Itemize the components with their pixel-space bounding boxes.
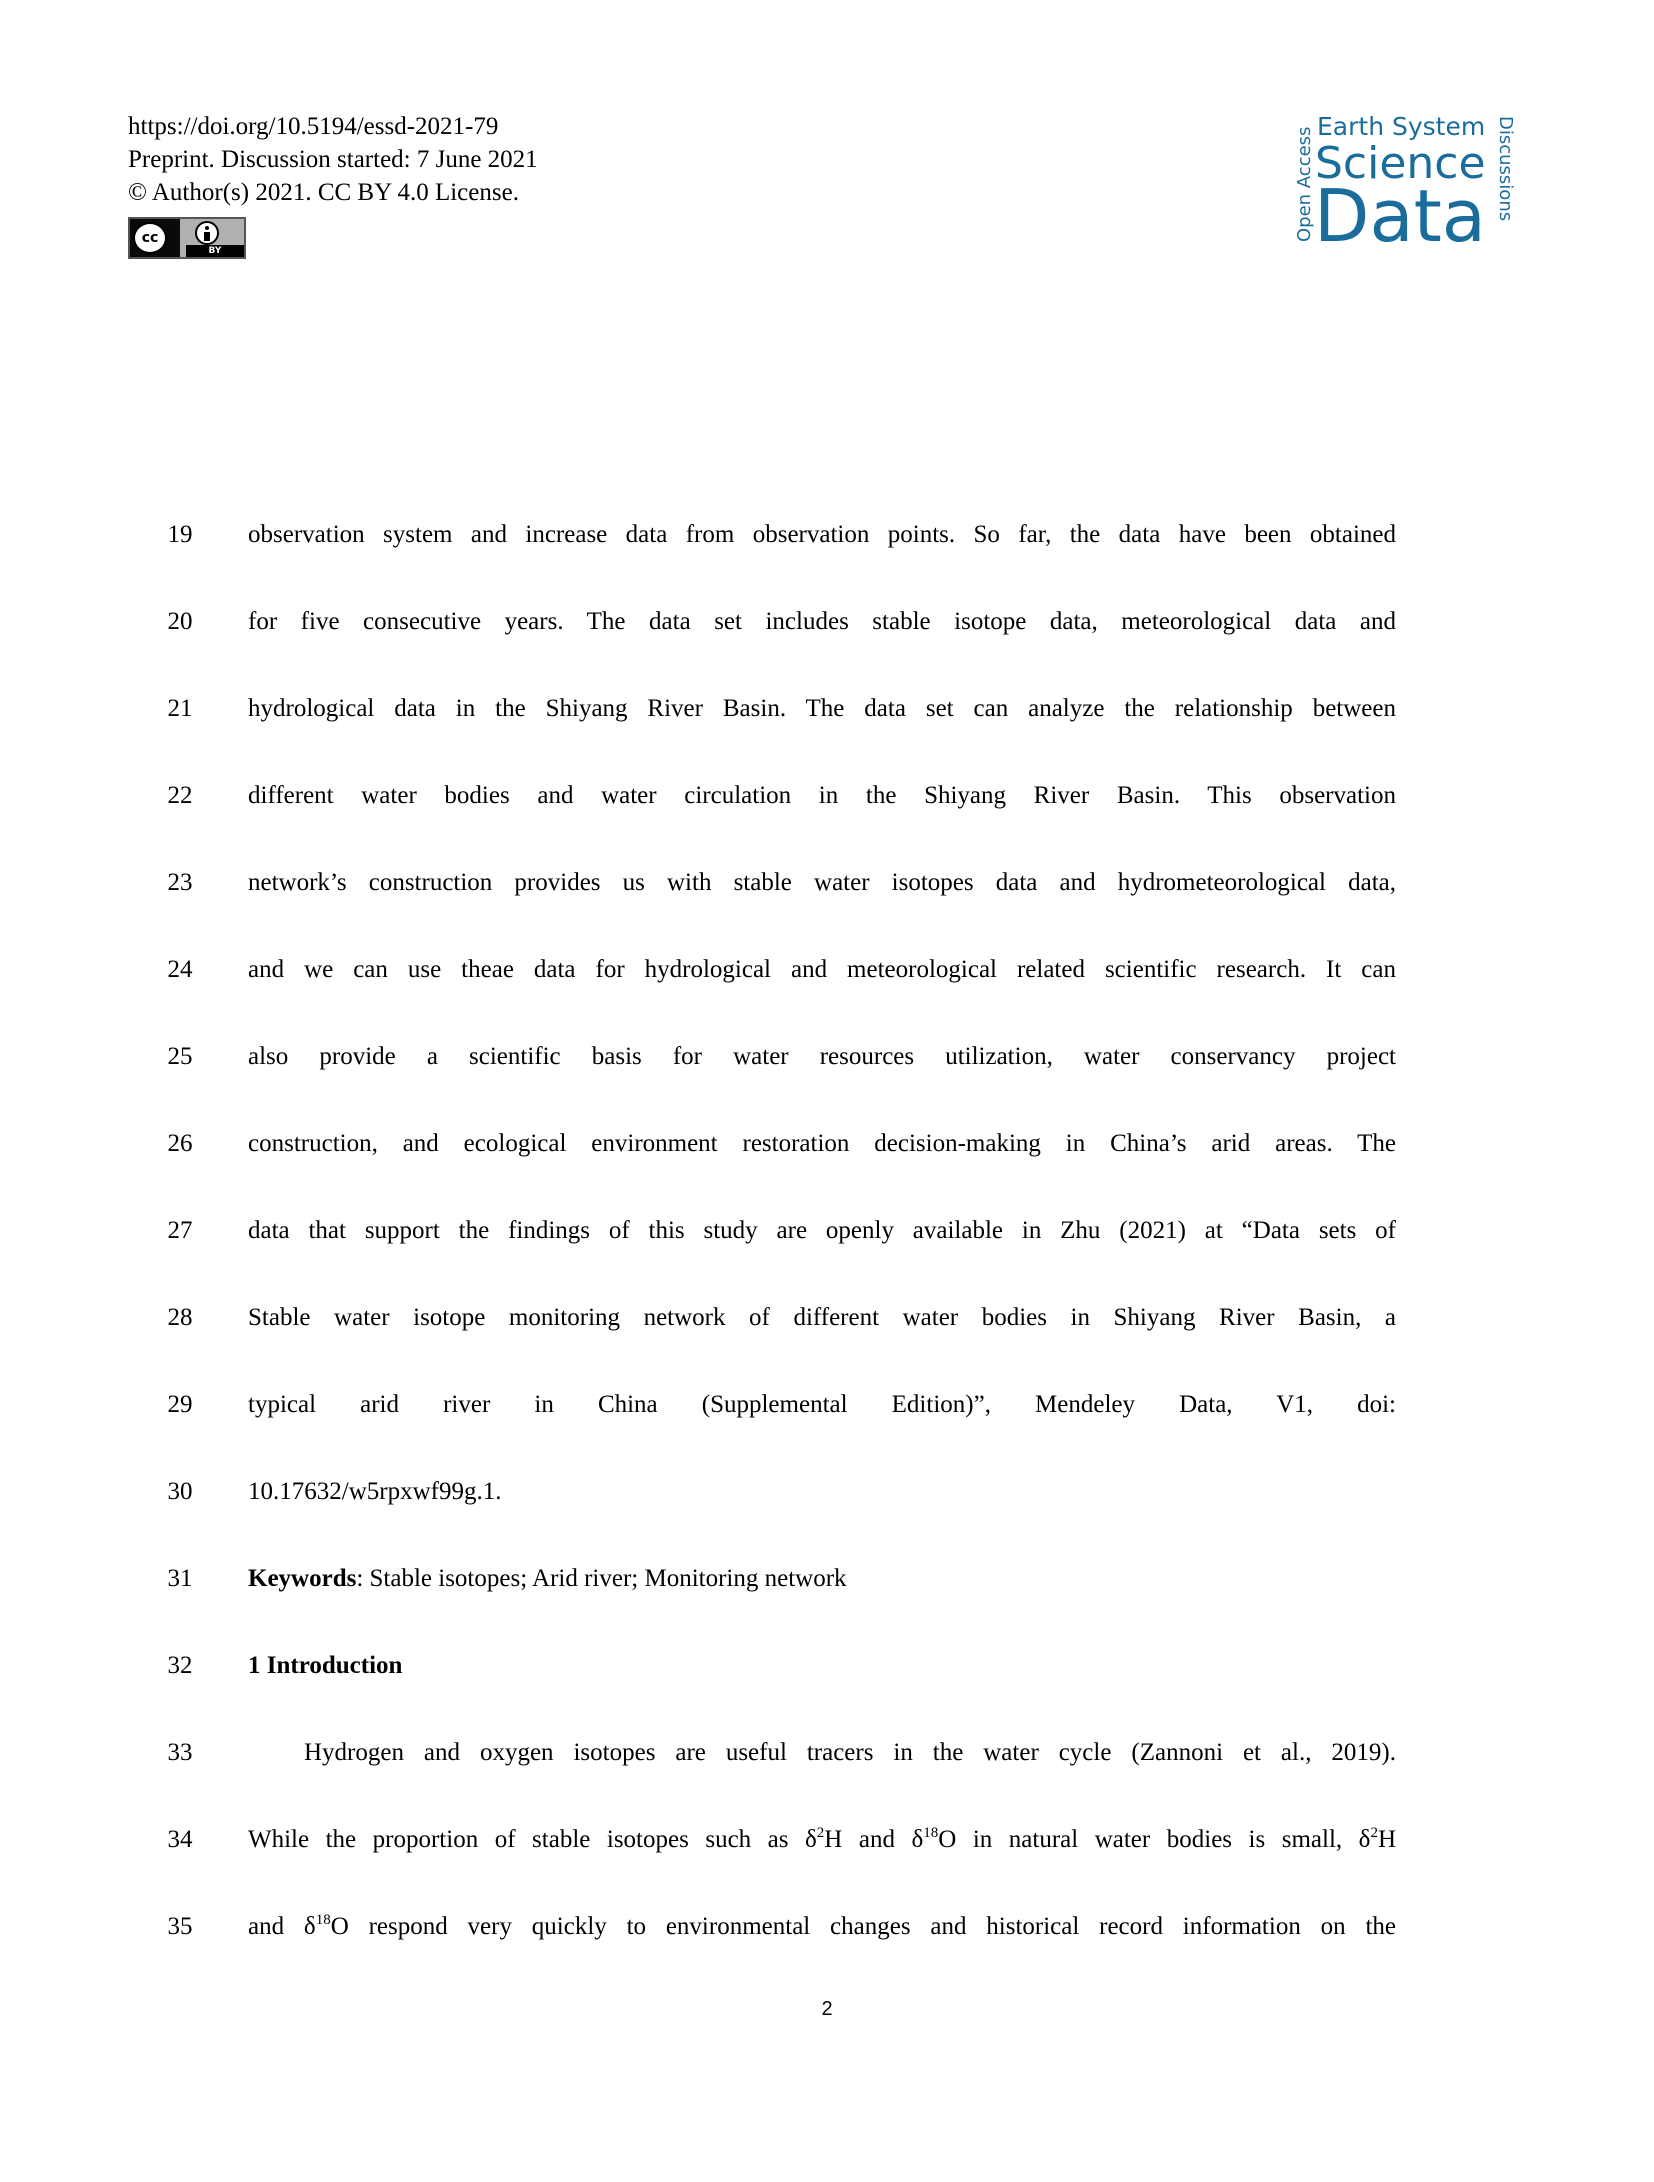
text-line	[0, 515, 1654, 555]
license-text: © Author(s) 2021. CC BY 4.0 License.	[128, 179, 519, 206]
line-number: 25	[167, 1043, 193, 1070]
superscript: 2	[816, 1825, 825, 1841]
text-line	[0, 602, 1654, 642]
line-text	[248, 1820, 1396, 1860]
line-text: data that support the findings of this study are openly available in Zhu (2021) at “Data sets of	[248, 1217, 1396, 1244]
logo-data: Data	[1314, 174, 1486, 258]
attribution-person-icon	[195, 221, 219, 245]
logo-open-access: Open Access	[1294, 126, 1315, 242]
superscript: 18	[315, 1912, 331, 1928]
text-line	[0, 1733, 1654, 1773]
line-number: 27	[167, 1217, 193, 1244]
line-text: network’s construction provides us with stable water isotopes data and hydrometeorological data,	[248, 869, 1396, 896]
line-number: 33	[167, 1739, 193, 1766]
text-line	[0, 1037, 1654, 1077]
text-line	[0, 863, 1654, 903]
text-line	[0, 1298, 1654, 1338]
text-line	[0, 689, 1654, 729]
by-label: BY	[186, 245, 244, 257]
text-run: While the proportion of stable isotopes such as δ	[248, 1826, 817, 1853]
line-number: 32	[167, 1652, 193, 1679]
line-text	[248, 1907, 1396, 1947]
line-number: 34	[167, 1826, 193, 1853]
preprint-date: Preprint. Discussion started: 7 June 2021	[128, 146, 538, 173]
line-number: 29	[167, 1391, 193, 1418]
logo-science: Science	[1315, 138, 1486, 189]
line-number: 21	[167, 695, 193, 722]
keywords-line	[0, 1559, 1654, 1599]
line-text: typical arid river in China (Supplemental Edition)”, Mendeley Data, V1, doi:	[248, 1391, 1396, 1418]
line-text: and we can use theae data for hydrological and meteorological related scientific research. It can	[248, 956, 1396, 983]
text-line	[0, 1472, 1654, 1512]
text-run: and δ	[248, 1913, 316, 1940]
line-text: Stable water isotope monitoring network of different water bodies in Shiyang River Basin, a	[248, 1304, 1396, 1331]
line-text: for five consecutive years. The data set includes stable isotope data, meteorological data and	[248, 608, 1396, 635]
logo-earth-system: Earth System	[1317, 112, 1486, 141]
keywords-label: Keywords	[248, 1565, 357, 1592]
line-number: 31	[167, 1565, 193, 1592]
line-number: 35	[167, 1913, 193, 1940]
journal-logo	[1280, 110, 1520, 260]
line-number: 20	[167, 608, 193, 635]
cc-by-license-badge[interactable]	[128, 217, 246, 259]
text-line	[0, 1124, 1654, 1164]
line-text: construction, and ecological environment restoration decision-making in China’s arid areas. The	[248, 1130, 1396, 1157]
line-text: also provide a scientific basis for water resources utilization, water conservancy project	[248, 1043, 1396, 1070]
line-text: Hydrogen and oxygen isotopes are useful tracers in the water cycle (Zannoni et al., 2019).	[304, 1739, 1396, 1766]
keywords-list: : Stable isotopes; Arid river; Monitoring network	[356, 1565, 847, 1592]
superscript: 18	[923, 1825, 939, 1841]
section-heading-line	[0, 1646, 1654, 1686]
cc-icon: cc	[133, 222, 167, 254]
text-line	[0, 950, 1654, 990]
superscript: 2	[1370, 1825, 1378, 1841]
text-line	[0, 1385, 1654, 1425]
line-number: 26	[167, 1130, 193, 1157]
text-line	[0, 776, 1654, 816]
line-number: 24	[167, 956, 193, 983]
text-line	[0, 1211, 1654, 1251]
line-number: 22	[167, 782, 193, 809]
text-run: O in natural water bodies is small, δ	[938, 1826, 1371, 1853]
line-text: observation system and increase data from observation points. So far, the data have been obtained	[248, 521, 1396, 548]
line-number: 23	[167, 869, 193, 896]
doi-link[interactable]: https://doi.org/10.5194/essd-2021-79	[128, 113, 499, 140]
line-text: 10.17632/w5rpxwf99g.1.	[248, 1478, 502, 1505]
page-number: 2	[821, 1998, 833, 2020]
line-text: hydrological data in the Shiyang River Basin. The data set can analyze the relationship between	[248, 695, 1396, 722]
text-run: O respond very quickly to environmental changes and historical record information on the	[330, 1913, 1396, 1940]
line-number: 30	[167, 1478, 193, 1505]
section-heading: 1 Introduction	[248, 1652, 403, 1679]
line-number: 28	[167, 1304, 193, 1331]
text-line	[0, 1820, 1654, 1860]
line-text: different water bodies and water circulation in the Shiyang River Basin. This observation	[248, 782, 1396, 809]
preprint-header	[128, 110, 538, 259]
line-number: 19	[167, 521, 193, 548]
text-line	[0, 1907, 1654, 1947]
keywords-text	[248, 1559, 1396, 1599]
text-run: H and δ	[824, 1826, 924, 1853]
text-run: H	[1377, 1826, 1396, 1853]
logo-discussions: Discussions	[1495, 116, 1516, 222]
